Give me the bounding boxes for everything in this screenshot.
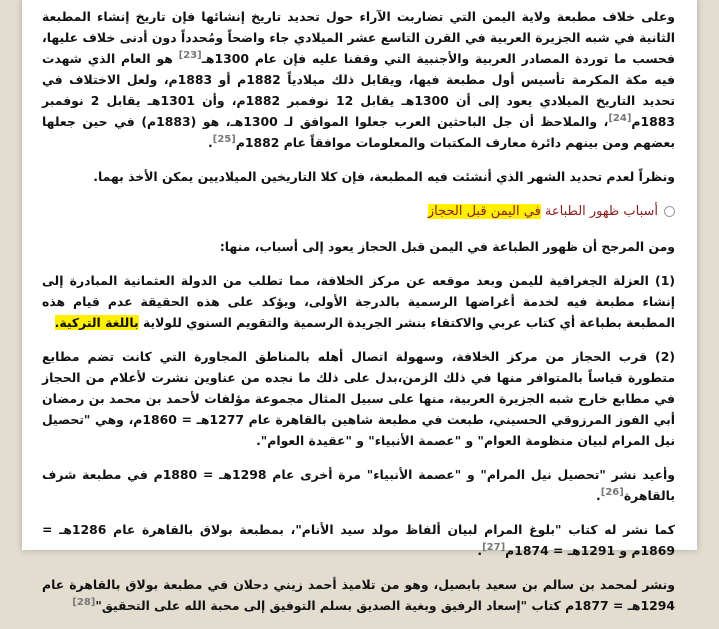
text-segment: كما نشر له كتاب "بلوغ المرام لبيان ألفاظ مولد سيد الأنام"، بمطبعة بولاق بالقاهرة عام 1286هـ = 1869م و 1291هـ = 1874م [42,522,675,558]
article-body [42,6,675,629]
text-segment: (1) العزلة الجغرافية لليمن وبعد موقعه عن مركز الخلافة، مما تطلب من الدولة العثمانية المبادرة إلى إنشاء مطبعة فيه لخدمة أغراضها الرسمية بالدرجة الأولى، ويؤكد على هذه الحقيقة عدم قيام هذه المطبعة بطباعة أي كتاب عربي والاكتفاء بنشر الجريدة الرسمية والتقويم السنوي للولاية [42,273,675,330]
paragraph-reason-1 [42,270,675,333]
footnote-ref-24[interactable]: [24] [608,112,632,124]
paragraph-reason-2: (2) قرب الحجاز من مركز الخلافة، وسهولة اتصال أهله بالمناطق المجاورة التي كانت تضم مطابع متطورة قياساً بالمتوافر منها في ذلك الزمن،بدل على ذلك ما نجده من عناوين نشرت لأعلام من الحجاز في مطابع خارج شبه الجزيرة العربية، منها على سبيل المثال مجموعة مؤلفات لأحمد بن محمد بن رمضان أبي الفوز المرزوقي الحسيني، طبعت في مطبعة شاهين بالقاهرة عام 1277هـ = 1860م، وهي "تحصيل نيل المرام لبيان منظومة العوام" و "عصمة الأنبياء" و "عقيدة العوام". [42,349,676,448]
paragraph-printing-history [42,6,675,153]
footnote-ref-26[interactable]: [26] [600,486,624,498]
text-segment: . [208,135,213,150]
text-segment: . [596,488,601,503]
section-heading [42,201,675,222]
paragraph-bulugh [42,519,675,561]
text-segment: . [477,543,483,558]
text-segment: هو العام الذي شهدت فيه مكة المكرمة تأسيس أول مطبعة فيها، ويقابل ذلك ميلادياً 1882م أو 1883م، ولعل الاختلاف في تحديد التاريخ الميلادي يعود إلى أن 1300هـ يقابل 12 نوفمبر 1882م، وأن 1301هـ يقابل 2 نوفمبر 1883م [42,51,676,129]
paragraph-reasons-intro: ومن المرجح أن ظهور الطباعة في اليمن قبل الحجاز يعود إلى أسباب، منها: [219,239,675,254]
paragraph-babsil [42,574,675,616]
text-segment: وعلى خلاف مطبعة ولاية اليمن التي تضاربت الآراء حول تحديد تاريخ إنشائها فإن تاريخ إنشاء المطبعة الثانية في شبه الجزيرة العربية في القرن التاسع عشر الميلادي جاء واضحاً ومُحدداً دون أدنى خلاف عليها، فحسب ما توردة المصادر العربية والأجنبية التي وقفنا عليه فإن عام 1300هـ [42,9,675,66]
highlighted-text: باللغة التركية. [54,315,139,330]
text-segment: ونشر لمحمد بن سالم بن سعيد بابصيل، وهو من تلاميذ أحمد زيني دحلان في مطبعة بولاق بالقاهرة عام 1294هـ = 1877م كتاب "إسعاد الرفيق وبغية الصديق بسلم التوفيق إلى محبة الله على التحقيق" [42,577,675,613]
paragraph-dates-note: ونظراً لعدم تحديد الشهر الذي أنشئت فيه المطبعة، فإن كلا التاريخين الميلاديين يمكن الأخذ بهما. [93,169,675,184]
footnote-ref-28[interactable]: [28] [72,596,96,608]
text-segment: ، والملاحظ أن جل الباحثين العرب جعلوا الموافق لـ 1300هـ، هو (1883م) في حين جعلها بعضهم ومن بينهم دائرة معارف المكتبات والمعلومات موافقاً عام 1882م [42,114,675,150]
text-segment: وأعيد نشر "تحصيل نيل المرام" و "عصمة الأنبياء" مرة أخرى عام 1298هـ = 1880م في مطبعة شرف بالقاهرة [42,467,675,503]
footnote-ref-27[interactable]: [27] [482,541,506,553]
heading-highlight: في اليمن قبل الحجاز [427,204,541,219]
circle-bullet-icon [664,206,675,217]
heading-text: أسباب ظهور الطباعة [540,204,658,219]
paragraph-republish [42,464,675,506]
document-page [22,0,697,613]
footnote-ref-23[interactable]: [23] [178,49,202,61]
footnote-ref-25[interactable]: [25] [212,133,236,145]
